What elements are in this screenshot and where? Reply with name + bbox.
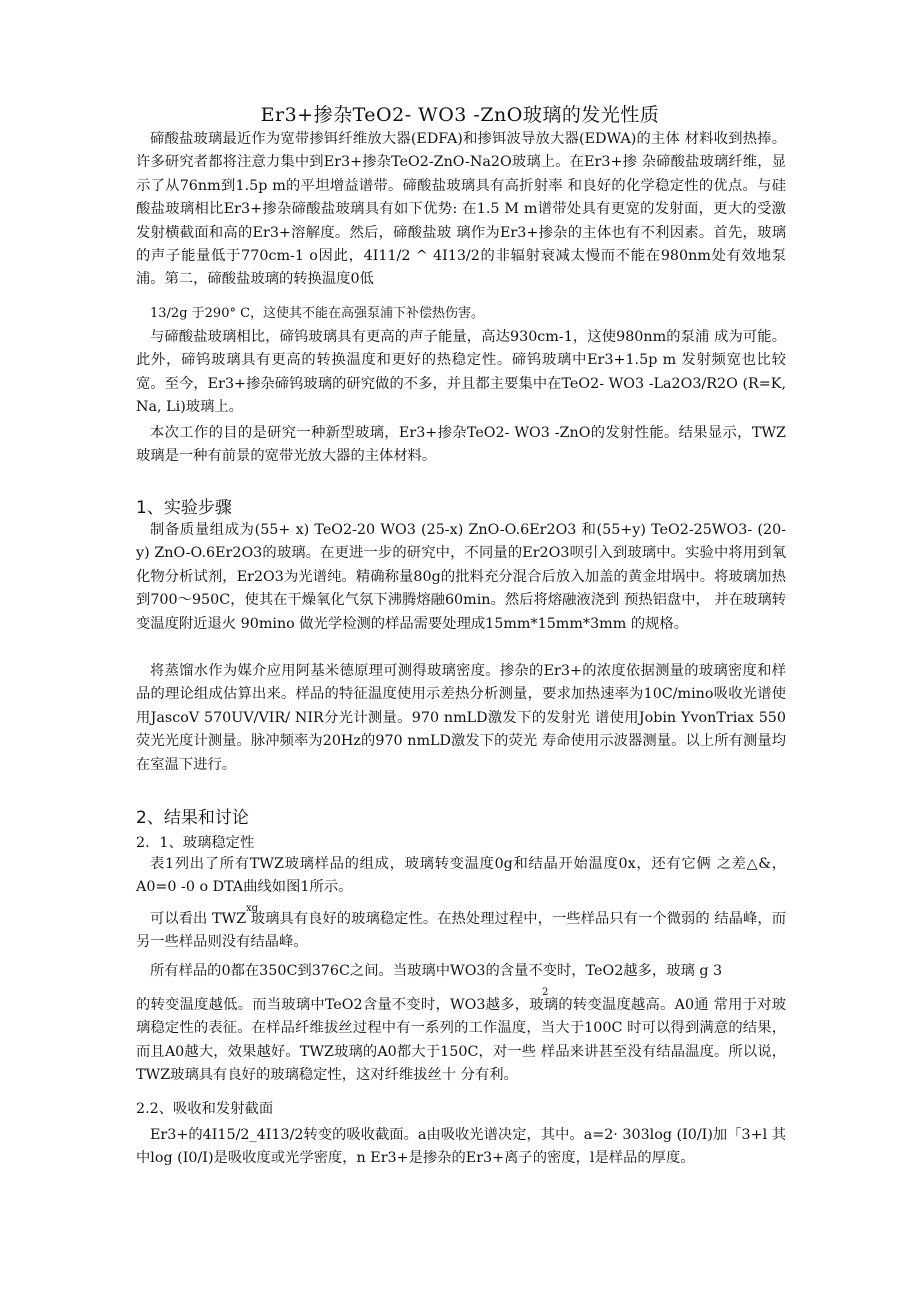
- document-title: Er3+掺杂TeO2- WO3 -ZnO玻璃的发光性质: [260, 104, 660, 126]
- section-2-paragraph-1-subscript: xg: [246, 903, 259, 914]
- section-2-paragraph-5: Er3+的4I15/2_4I13/2转变的吸收截面。a由吸收光谱决定，其中。a=2· 303log (I0/I)加「3+l 其中log (I0/I)是吸收度或光学密度，n Er3+是掺杂的Er3+离子的密度，l是样品的厚度。: [136, 1127, 786, 1167]
- section-2-paragraph-4: 的转变温度越低。而当玻璃中TeO2含量不变时，WO3越多，玻璃的转变温度越高。A0通 常用于对玻璃稳定性的表征。在样品纤维拔丝过程中有一系列的工作温度，当大于100C 时可以得到满意的结果，而且A0越大，效果越好。TWZ玻璃的A0都大于150C，对一些 样品来讲甚至没有结晶温度。所以说，TWZ玻璃具有良好的玻璃稳定性，这对纤维拔丝十 分有利。: [136, 997, 786, 1084]
- section-1-paragraph-2: 将蒸馏水作为媒介应用阿基米德原理可测得玻璃密度。掺杂的Er3+的浓度依据测量的玻璃密度和样品的理论组成估算出来。样品的特征温度使用示差热分析测量，要求加热速率为10C/mino吸收光谱使用JascoV 570UV/VIR/ NIR分光计测量。970 nmLD激发下的发射光 谱使用Jobin YvonTriax 550荧光光度计测量。脉冲频率为20Hz的970 nmLD激发下的荧光 寿命使用示波器测量。以上所有测量均在室温下进行。: [136, 663, 786, 773]
- section-2-heading: 2、结果和讨论: [136, 808, 249, 828]
- section-2-paragraph-1: 表1列出了所有TWZ玻璃样品的组成，玻璃转变温度0g和结晶开始温度0x，还有它俩 之差△&，A0=0 -0 o DTA曲线如图1所示。: [136, 856, 786, 896]
- section-2-paragraph-3: 所有样品的0都在350C到376C之间。当玻璃中WO3的含量不变时，TeO2越多，玻璃 g 3: [150, 963, 723, 979]
- section-1-paragraph-1: 制备质量组成为(55+ x) TeO2-20 WO3 (25-x) ZnO-O.6Er2O3 和(55+y) TeO2-25WO3- (20-y) ZnO-O.6Er2O3的玻璃。在更进一步的研究中，不同量的Er2O3呗引入到玻璃中。实验中将用到氧化物分析试剂，Er2O3为光谱纯。精确称量80g的批料充分混合后放入加盖的黄金坩埚中。将玻璃加热到700〜950C，使其在干燥氧化气氛下沸腾熔融60min。然后将熔融液浇到 预热铝盘中， 并在玻璃转变温度附近退火 90mino 做光学检测的样品需要处理成15mm*15mm*3mm 的规格。: [136, 522, 786, 632]
- section-2-1-heading: 2．1、玻璃稳定性: [136, 835, 255, 851]
- intro-paragraph-2: 与碲酸盐玻璃相比，碲钨玻璃具有更高的声子能量，高达930cm-1，这使980nm的泵浦 成为可能。此外，碲钨玻璃具有更高的转换温度和更好的热稳定性。碲钨玻璃中Er3+1.5p m 发射频宽也比较宽。至今，Er3+掺杂碲钨玻璃的研究做的不多，并且都主要集中在TeO2- WO3 -La2O3/R2O (R=K, Na, Li)玻璃上。: [136, 329, 786, 416]
- intro-paragraph-3: 本次工作的目的是研究一种新型玻璃，Er3+掺杂TeO2- WO3 -ZnO的发射性能。结果显示，TWZ玻璃是一种有前景的宽带光放大器的主体材料。: [136, 425, 786, 465]
- intro-paragraph-1-tail: 13/2g 于290° C，这使其不能在高强泵浦下补偿热伤害。: [150, 306, 485, 321]
- section-2-paragraph-2: 可以看出 TWZ 玻璃具有良好的玻璃稳定性。在热处理过程中，一些样品只有一个微弱的 结晶峰，而另一些样品则没有结晶峰。: [136, 911, 786, 951]
- section-2-2-heading: 2.2、吸收和发射截面: [136, 1101, 274, 1117]
- intro-paragraph-1: 碲酸盐玻璃最近作为宽带掺铒纤维放大器(EDFA)和掺铒波导放大器(EDWA)的主体 材料收到热捧。许多研究者都将注意力集中到Er3+掺杂TeO2-ZnO-Na2O玻璃上。在Er3+掺 杂碲酸盐玻璃纤维，显示了从76nm到1.5p m的平坦增益谱带。碲酸盐玻璃具有高折射率 和良好的化学稳定性的优点。与硅酸盐玻璃相比Er3+掺杂碲酸盐玻璃具有如下优势: 在1.5 M m谱带处具有更宽的发射面，更大的受激发射横截面和高的Er3+溶解度。然后，碲酸盐玻 璃作为Er3+掺杂的主体也有不利因素。首先，玻璃的声子能量低于770cm-1 o因此，4I11/2 ^ 4I13/2的非辐射衰减太慢而不能在980nm处有效地泵浦。第二，碲酸盐玻璃的转换温度0低: [136, 131, 786, 288]
- section-1-heading: 1、实验步骤: [136, 498, 232, 518]
- section-2-paragraph-3-subscript: 2: [542, 987, 549, 998]
